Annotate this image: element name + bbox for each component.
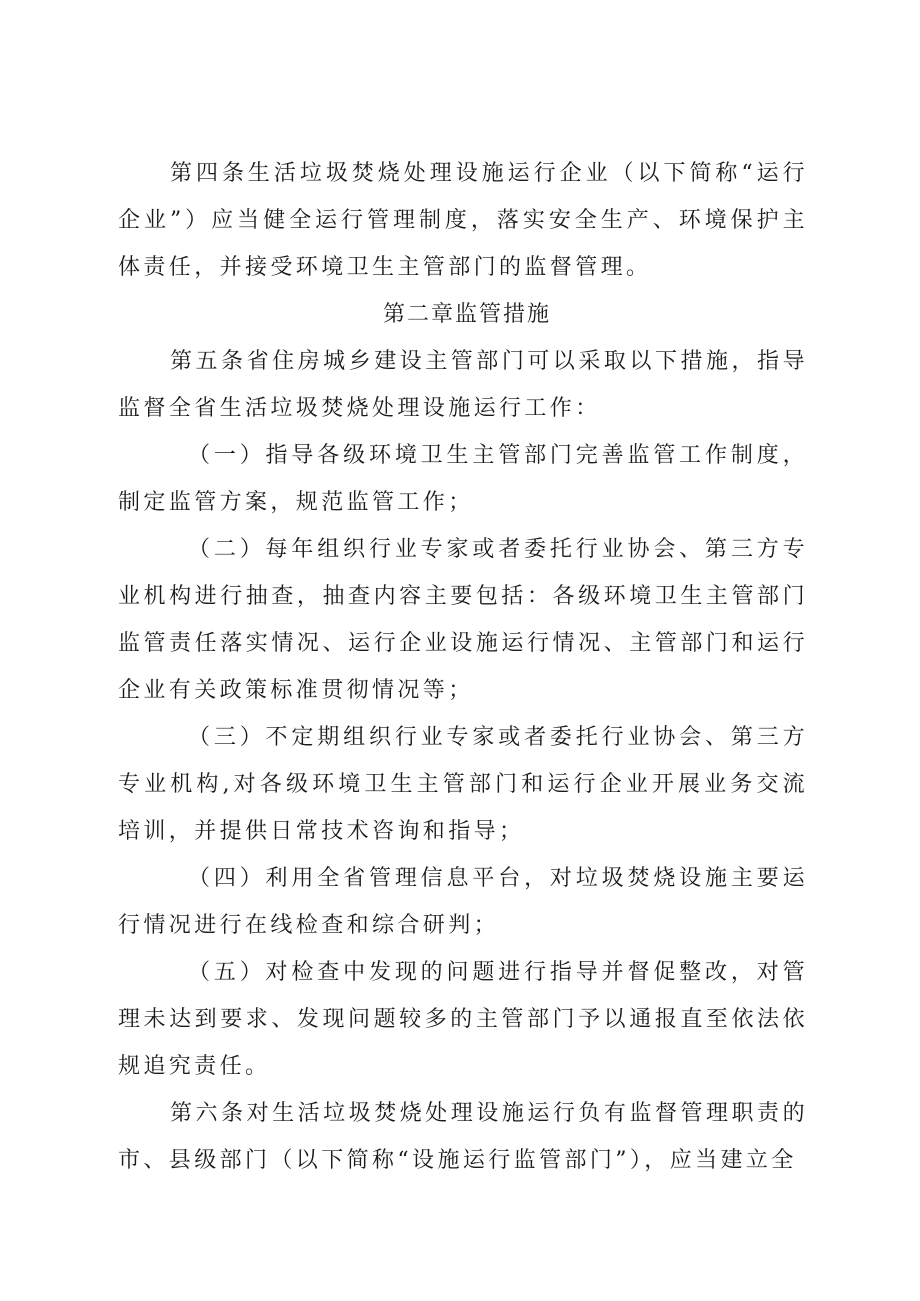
document-body xyxy=(118,150,808,1184)
article-4-paragraph: 第四条生活垃圾焚烧处理设施运行企业（以下简称“运行企业”）应当健全运行管理制度，落实安全生产、环境保护主体责任，并接受环境卫生主管部门的监督管理。 xyxy=(118,161,808,280)
article-5-item-3: （三）不定期组织行业专家或者委托行业协会、第三方专业机构,对各级环境卫生主管部门和运行企业开展业务交流培训，并提供日常技术咨询和指导； xyxy=(118,725,808,844)
chapter-2-heading: 第二章监管措施 xyxy=(382,302,551,327)
article-5-item-2: （二）每年组织行业专家或者委托行业协会、第三方专业机构进行抽查，抽查内容主要包括：各级环境卫生主管部门监管责任落实情况、运行企业设施运行情况、主管部门和运行企业有关政策标准贯彻情况等； xyxy=(118,537,808,703)
article-5-paragraph: 第五条省住房城乡建设主管部门可以采取以下措施，指导监督全省生活垃圾焚烧处理设施运行工作： xyxy=(118,349,808,421)
article-5-item-1: （一）指导各级环境卫生主管部门完善监管工作制度，制定监管方案，规范监管工作； xyxy=(118,443,808,515)
article-5-item-4: （四）利用全省管理信息平台，对垃圾焚烧设施主要运行情况进行在线检查和综合研判； xyxy=(118,866,808,938)
article-5-item-5: （五）对检查中发现的问题进行指导并督促整改，对管理未达到要求、发现问题较多的主管部门予以通报直至依法依规追究责任。 xyxy=(118,960,808,1079)
article-6-paragraph: 第六条对生活垃圾焚烧处理设施运行负有监督管理职责的市、县级部门（以下简称“设施运行监管部门”），应当建立全 xyxy=(118,1101,808,1173)
